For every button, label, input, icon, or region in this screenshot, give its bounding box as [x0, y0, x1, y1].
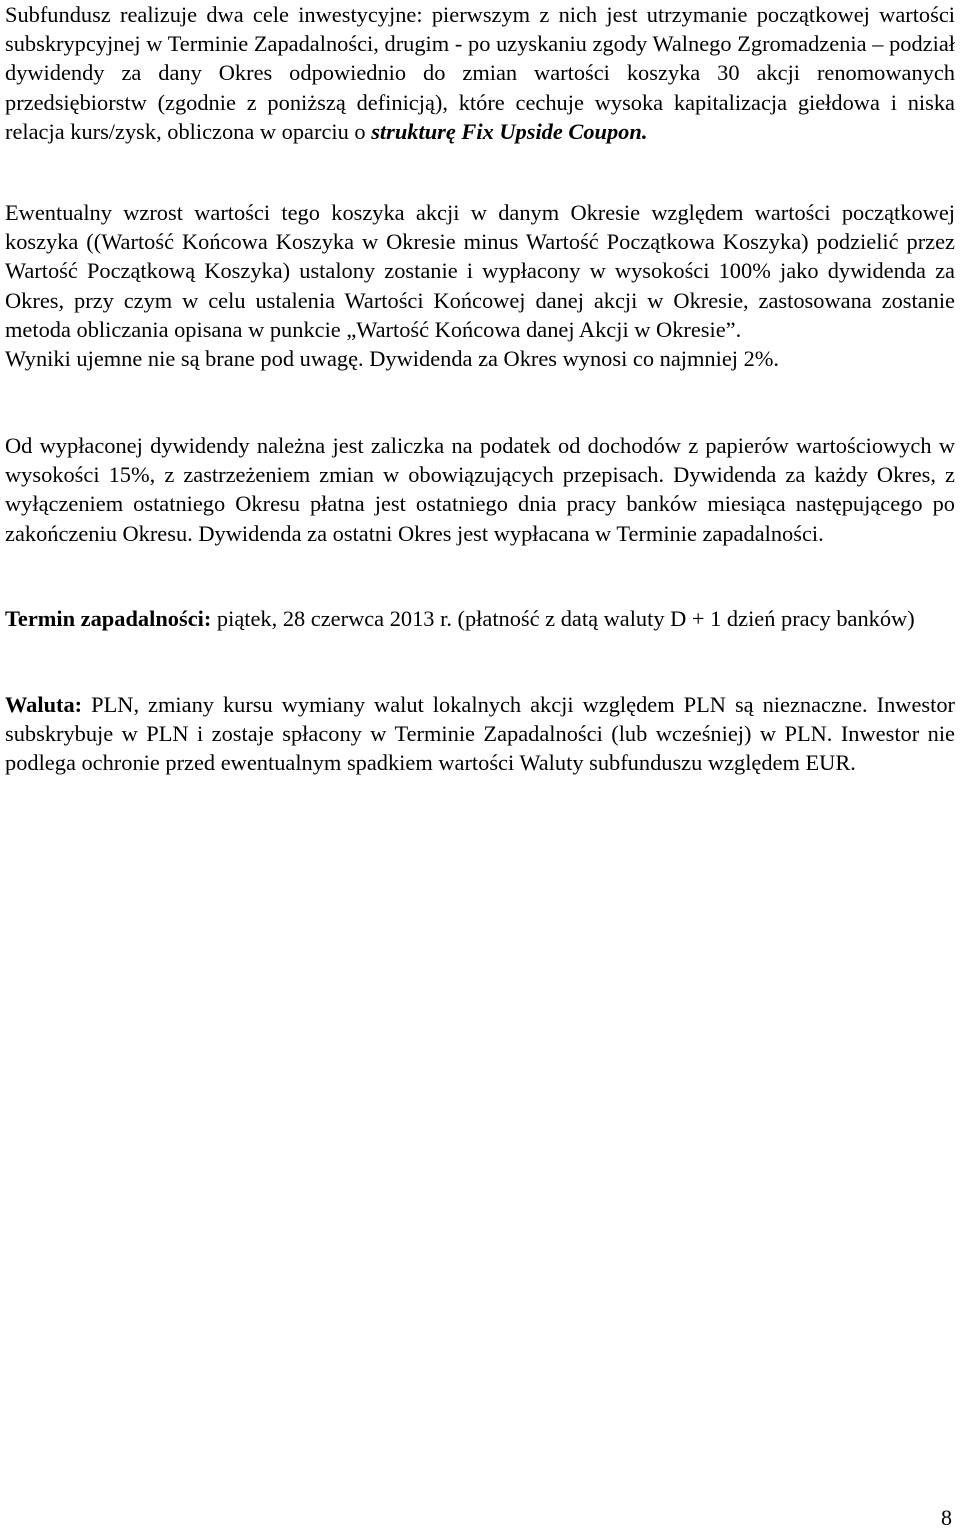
currency-label: Waluta: — [5, 692, 83, 717]
paragraph-text: Od wypłaconej dywidendy należna jest zaliczka na podatek od dochodów z papierów wartościowych w wysokości 15%, z zastrzeżeniem zmian w obowiązujących przepisach. Dywidenda za każdy Okres, z wyłączeniem ostatniego Okresu płatna jest ostatniego dnia pracy banków miesiąca następującego po zakończeniu Okresu. Dywidenda za ostatni Okres jest wypłacana w Terminie zapadalności. — [5, 433, 955, 546]
currency-value: PLN, zmiany kursu wymiany walut lokalnych akcji względem PLN są nieznaczne. Inwestor subskrybuje w PLN i zostaje spłacony w Terminie Zapadalności (lub wcześniej) w PLN. Inwestor nie podlega ochronie przed ewentualnym spadkiem wartości Waluty subfunduszu względem EUR. — [5, 692, 955, 776]
page-number: 8 — [941, 1505, 952, 1530]
paragraph-text: Subfundusz realizuje dwa cele inwestycyjne: pierwszym z nich jest utrzymanie początkowej wartości subskrypcyjnej w Terminie Zapadalności, drugim - po uzyskaniu zgody Walnego Zgromadzenia – podział dywidendy za dany Okres odpowiednio do zmian wartości koszyka 30 akcji renomowanych przedsiębiorstw (zgodnie z poniższą definicją), które cechuje wysoka kapitalizacja giełdowa i niska relacja kurs/zysk, obliczona w oparciu o — [5, 2, 955, 144]
paragraph-text-minimum-dividend: Wyniki ujemne nie są brane pod uwagę. Dywidenda za Okres wynosi co najmniej 2%. — [5, 346, 780, 372]
paragraph-investment-goals — [5, 0, 955, 146]
maturity-date-label: Termin zapadalności: — [5, 606, 212, 631]
paragraph-dividend-calculation — [5, 198, 955, 373]
paragraph-maturity-date — [5, 604, 955, 633]
paragraph-tax-and-payment — [5, 431, 955, 548]
maturity-date-value: piątek, 28 czerwca 2013 r. (płatność z datą waluty D + 1 dzień pracy banków) — [211, 606, 915, 631]
paragraph-currency — [5, 690, 955, 778]
paragraph-text: Ewentualny wzrost wartości tego koszyka akcji w danym Okresie względem wartości początkowej koszyka ((Wartość Końcowa Koszyka w Okresie minus Wartość Początkowa Koszyka) podzielić przez Wartość Początkową Koszyka) ustalony zostanie i wypłacony w wysokości 100% jako dywidenda za Okres, przy czym w celu ustalenia Wartości Końcowej danej akcji w Okresie, zastosowana zostanie metoda obliczania opisana w punkcie „Wartość Końcowa danej Akcji w Okresie”. — [5, 200, 955, 342]
structure-name-emphasis: strukturę Fix Upside Coupon. — [371, 118, 648, 144]
